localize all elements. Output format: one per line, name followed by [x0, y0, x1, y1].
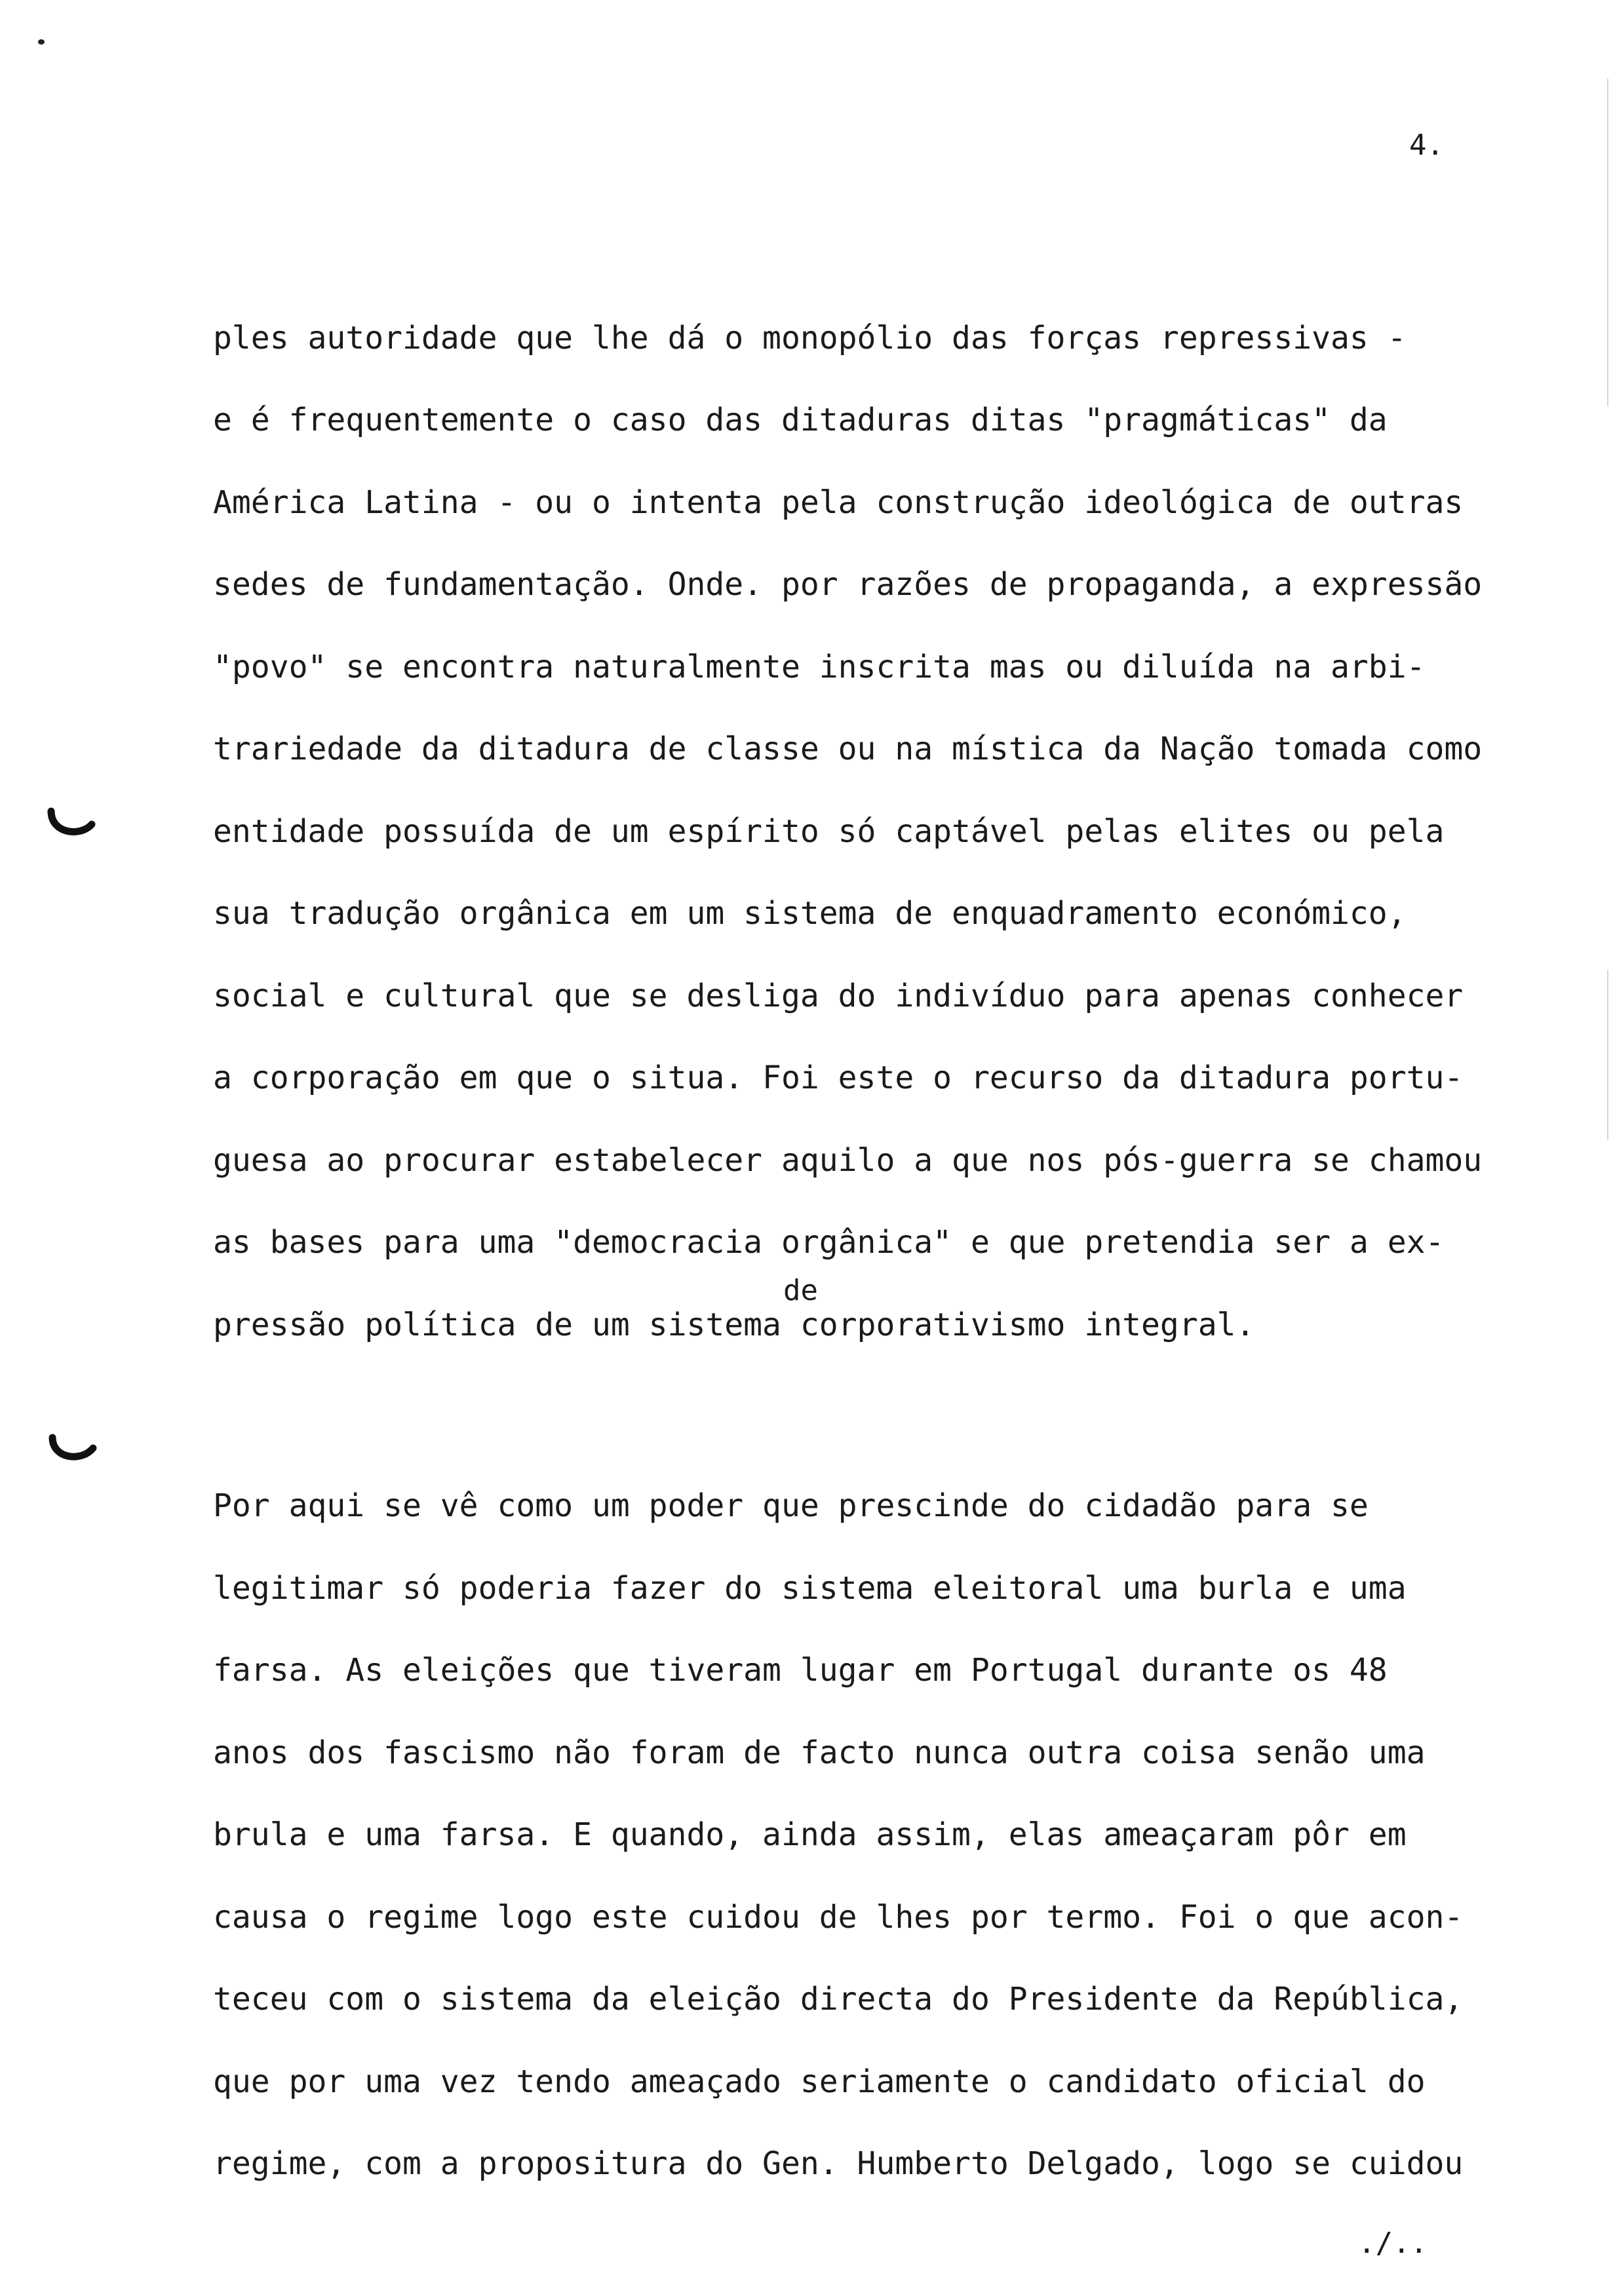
text-line: legitimar só poderia fazer do sistema eleitoral uma burla e uma: [213, 1570, 1407, 1607]
text-line: teceu com o sistema da eleição directa do Presidente da República,: [213, 1981, 1464, 2018]
scan-speck: [38, 39, 45, 45]
text-line: ples autoridade que lhe dá o monopólio das forças repressivas -: [213, 320, 1407, 356]
text-line: anos dos fascismo não foram de facto nunca outra coisa senão uma: [213, 1734, 1426, 1771]
text-line: "povo" se encontra naturalmente inscrita mas ou diluída na arbi-: [213, 649, 1426, 685]
binder-hole-mark: [46, 807, 96, 843]
scan-edge-line: [1607, 79, 1608, 406]
scan-edge-line: [1607, 970, 1608, 1140]
text-line: farsa. As eleições que tiveram lugar em Portugal durante os 48: [213, 1652, 1388, 1689]
interlinear-insertion: de: [783, 1274, 818, 1307]
text-line: e é frequentemente o caso das ditaduras ditas "pragmáticas" da: [213, 402, 1388, 438]
text-line: Por aqui se vê como um poder que prescinde do cidadão para se: [213, 1487, 1369, 1524]
text-line: as bases para uma "democracia orgânica" e que pretendia ser a ex-: [213, 1224, 1445, 1261]
page-number: 4.: [1409, 128, 1444, 162]
text-line: trariedade da ditadura de classe ou na mística da Nação tomada como: [213, 731, 1483, 767]
continuation-mark: ./..: [1358, 2227, 1428, 2260]
text-line: brula e uma farsa. E quando, ainda assim, elas ameaçaram pôr em: [213, 1816, 1407, 1853]
text-line: guesa ao procurar estabelecer aquilo a que nos pós-guerra se chamou: [213, 1142, 1483, 1179]
text-line: que por uma vez tendo ameaçado seriamente o candidato oficial do: [213, 2063, 1426, 2100]
binder-hole-mark: [47, 1432, 97, 1468]
text-line: regime, com a propositura do Gen. Humberto Delgado, logo se cuidou: [213, 2145, 1464, 2182]
text-line: entidade possuída de um espírito só captável pelas elites ou pela: [213, 813, 1445, 850]
text-line: pressão política de um sistema corporativismo integral.: [213, 1307, 1255, 1343]
text-line: sedes de fundamentação. Onde. por razões de propaganda, a expressão: [213, 566, 1483, 603]
text-line: sua tradução orgânica em um sistema de enquadramento económico,: [213, 895, 1407, 932]
text-line: América Latina - ou o intenta pela construção ideológica de outras: [213, 484, 1464, 521]
text-line: a corporação em que o situa. Foi este o recurso da ditadura portu-: [213, 1060, 1464, 1096]
text-line: social e cultural que se desliga do indivíduo para apenas conhecer: [213, 978, 1464, 1014]
text-line: causa o regime logo este cuidou de lhes por termo. Foi o que acon-: [213, 1899, 1464, 1936]
